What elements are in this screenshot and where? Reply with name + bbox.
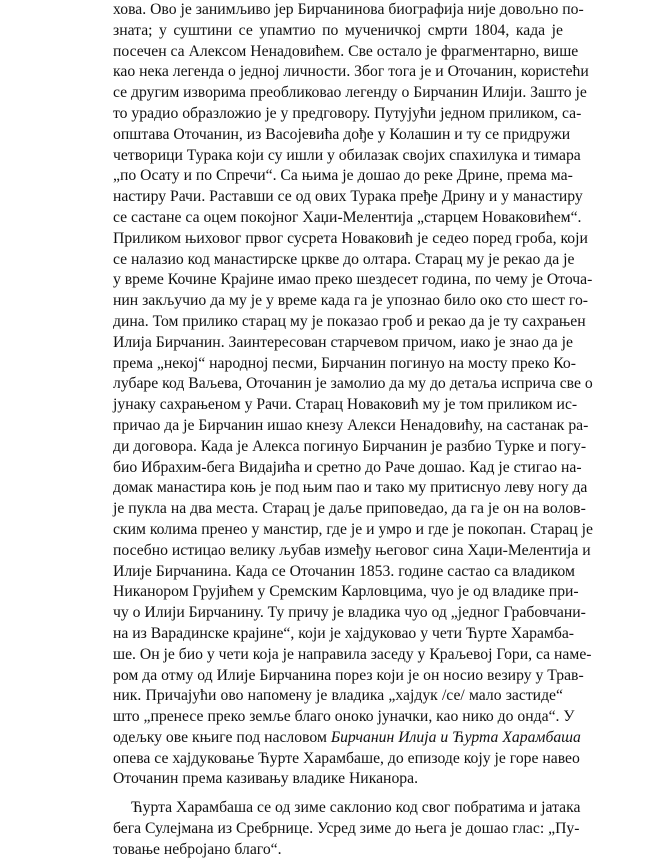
paragraph-gap	[113, 790, 563, 798]
text-line: домак манастира коњ је под њим пао и тако му притиснуо леву ногу да	[113, 479, 588, 497]
text-line: бега Сулејмана из Сребрнице. Усред зиме до њега је дошао глас: „Пу-	[113, 820, 580, 838]
text-line: ским колима пренео у манстир, где је и умро и где је покопан. Старац је	[113, 520, 593, 538]
text-line: дина. Том прилико старац му је показао гроб и рекао да је ту сахрањен	[113, 312, 586, 330]
text-line: Илија Бирчанин. Заинтересован старчевом причом, иако је знао да је	[113, 333, 573, 351]
text-line: је пукла на два места. Старац је даље приповедао, да га је он на волов-	[113, 500, 586, 518]
text-line: ник. Причајући ово напомену је владика „хајдук /се/ мало застиде“	[113, 687, 563, 705]
text-line: посебно истицао велику љубав између његовог сина Хаџи-Мелентија и	[113, 541, 591, 559]
text-line: „по Осату и по Спречи“. Са њима је дошао до реке Дрине, према ма-	[113, 167, 573, 185]
text-line: хова. Ово је занимљиво јер Бирчанинова биографија није довољно по-	[113, 1, 584, 18]
text-line: Ћурта Харамбаша се од зиме саклонио код свог побратима и јатака	[131, 799, 581, 817]
text-line: према „некој“ народној песми, Бирчанин погинуо на мосту преко Ко-	[113, 354, 576, 372]
document-page	[113, 0, 593, 861]
text-line: одељку ове књиге под насловом Бирчанин Илија и Ћурта Харамбаша	[113, 728, 581, 746]
text-line: у време Кочине Крајине имао преко шездесет година, по чему је Оточа-	[113, 271, 593, 289]
text-line: био Ибрахим-бега Видајића и сретно до Раче дошао. Кад је стигао на-	[113, 458, 582, 476]
text-line: нин закључио да му је у време када га је упознао било око сто шест го-	[113, 292, 589, 310]
italic-title: Бирчанин Илија и Ћурта Харамбаша	[330, 728, 581, 746]
text-line: опева се хајдуковање Ћурте Харамбаше, до епизоде коју је горе навео	[113, 749, 580, 767]
paragraph	[113, 798, 581, 860]
text-line: Никанором Грујићем у Сремским Карловцима, чуо је од владике при-	[113, 583, 579, 601]
text-line: Приликом њиховог првог сусрета Новаковић је седео поред гроба, који	[113, 229, 588, 247]
text-line: јунаку сахрањеном у Рачи. Старац Новаковић му је том приликом ис-	[113, 396, 578, 414]
text-line: лубаре код Ваљева, Оточанин је замолио да му до детаља исприча све о	[113, 375, 593, 393]
text-line: посечен са Алексом Ненадовићем. Све остало је фрагментарно, више	[113, 42, 579, 60]
text-line: ди договора. Када је Алекса погинуо Бирчанин је разбио Турке и погу-	[113, 437, 587, 455]
text-line: као нека легенда о једној личности. Због тога је и Оточанин, користећи	[113, 63, 589, 81]
text-line: се састане са оцем покојног Хаџи-Мелентија „старцем Новаковићем“.	[113, 208, 582, 226]
text-line: се другим изворима преобликовао легенду о Бирчанин Илији. Зашто је	[113, 84, 587, 102]
text-line: то урадио образложио је у предговору. Путујући једном приликом, са-	[113, 104, 582, 122]
text-line: Илије Бирчанина. Када се Оточанин 1853. године састао са владиком	[113, 562, 575, 580]
text-line: ше. Он је био у чети која је направила заседу у Краљевој Гори, са наме-	[113, 645, 592, 663]
paragraph	[113, 0, 593, 790]
text-line: што „пренесе преко земље благо оноко јуначки, као нико до онда“. У	[113, 708, 575, 726]
text-line: се налазио код манастирске цркве до олтара. Старац му је рекао да је	[113, 250, 575, 268]
text-line: на из Варадинске крајине“, који је хајдуковао у чети Ћурте Харамба-	[113, 624, 575, 642]
text-line: ром да отму од Илије Бирчанина порез који је он носио везиру у Трав-	[113, 666, 584, 684]
text-line: чу о Илији Бирчанину. Ту причу је владика чуо од „једног Грабовчани-	[113, 604, 586, 622]
text-line: настиру Рачи. Раставши се од ових Турака пређе Дрину и у манастиру	[113, 188, 583, 206]
text-line: Оточанин према казивању владике Никанора.	[113, 770, 419, 788]
text-line: општава Оточанин, из Васојевића дође у Колашин и ту се придружи	[113, 125, 571, 143]
text-line: зната; у суштини се упамтио по мученичкој смрти 1804, када је	[113, 21, 563, 39]
text-line: товање небројано благо“.	[113, 840, 282, 858]
text-line: четворици Турака који су ишли у обилазак својих спахилука и тимара	[113, 146, 581, 164]
text-line: причао да је Бирчанин ишао кнезу Алекси Ненадовићу, на састанак ра-	[113, 416, 589, 434]
